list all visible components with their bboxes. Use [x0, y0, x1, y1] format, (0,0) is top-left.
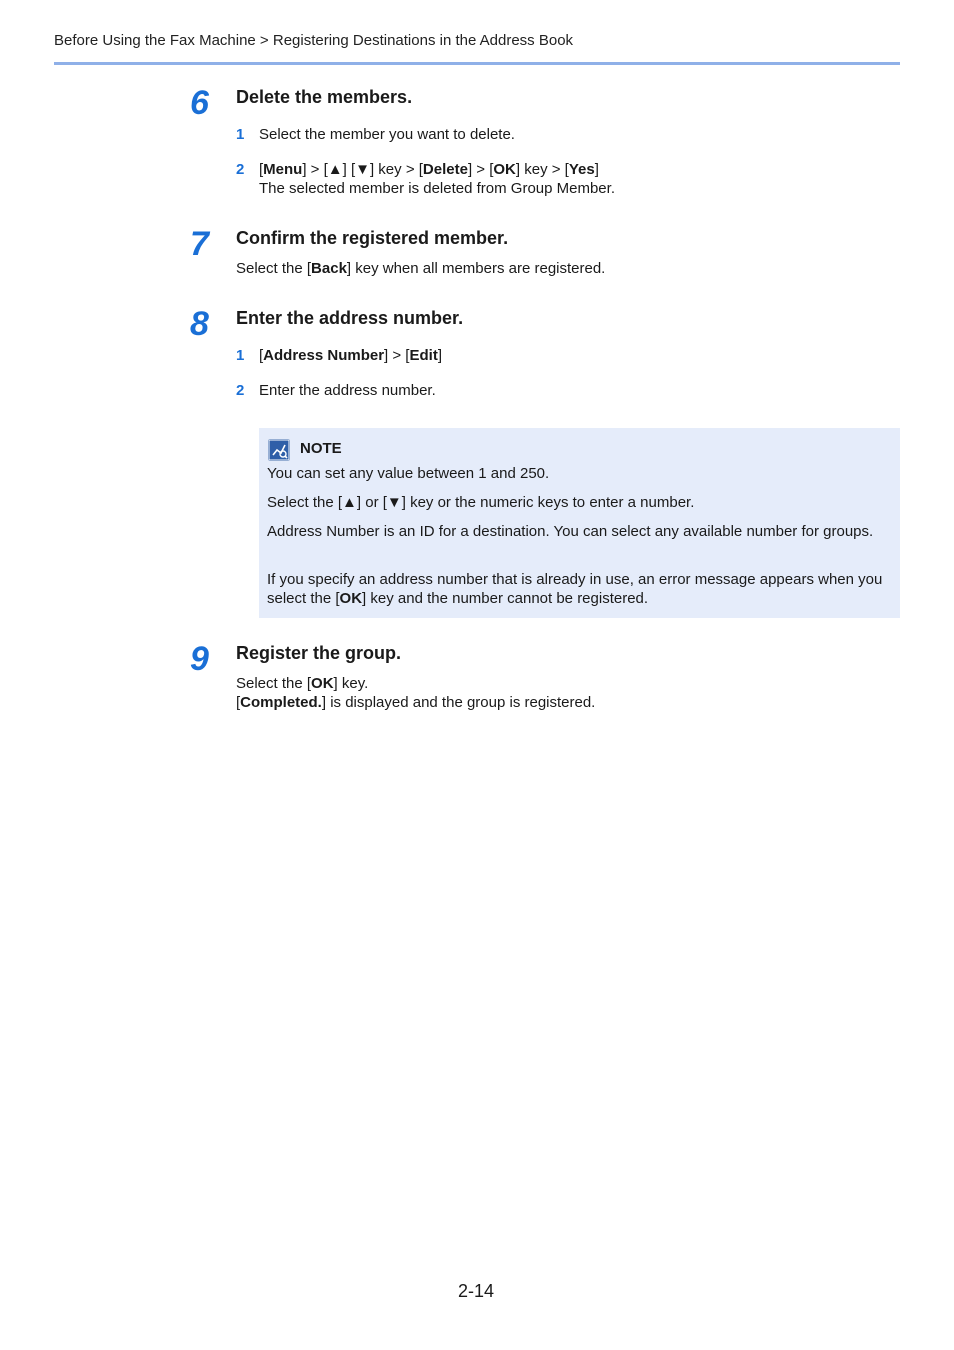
note-paragraph: You can set any value between 1 and 250. [267, 465, 550, 482]
step-body: Select the [Back] key when all members are registered. [236, 260, 606, 277]
substep-number: 1 [236, 347, 245, 364]
note-paragraph: Address Number is an ID for a destination. You can select any available number for groups. [267, 523, 874, 540]
note-icon [268, 439, 290, 461]
note-paragraph: If you specify an address number that is already in use, an error message appears when you select the [OK] key and the number cannot be registered. [267, 571, 883, 607]
step-title: Confirm the registered member. [236, 228, 509, 248]
step-number: 9 [190, 640, 209, 678]
substep-text: Enter the address number. [259, 382, 436, 399]
substep-text: [Address Number] > [Edit] [259, 347, 442, 364]
substep-number: 2 [236, 161, 245, 178]
header-divider [54, 62, 900, 65]
breadcrumb: Before Using the Fax Machine > Registering Destinations in the Address Book [54, 32, 574, 49]
step-number: 7 [190, 225, 209, 263]
step-body: Select the [OK] key. [Completed.] is displayed and the group is registered. [236, 675, 596, 711]
substep-number: 1 [236, 126, 245, 143]
substep-text: [Menu] > [▲] [▼] key > [Delete] > [OK] key > [Yes] The selected member is deleted from Group Member. [259, 161, 615, 197]
step-title: Enter the address number. [236, 308, 464, 328]
note-label: NOTE [300, 440, 342, 457]
step-title: Delete the members. [236, 87, 413, 107]
note-paragraph: Select the [▲] or [▼] key or the numeric keys to enter a number. [267, 494, 695, 511]
substep-text: Select the member you want to delete. [259, 126, 515, 143]
substep-number: 2 [236, 382, 245, 399]
step-title: Register the group. [236, 643, 402, 663]
step-number: 8 [190, 305, 209, 343]
page-number: 2-14 [458, 1281, 495, 1301]
step-number: 6 [190, 84, 209, 122]
